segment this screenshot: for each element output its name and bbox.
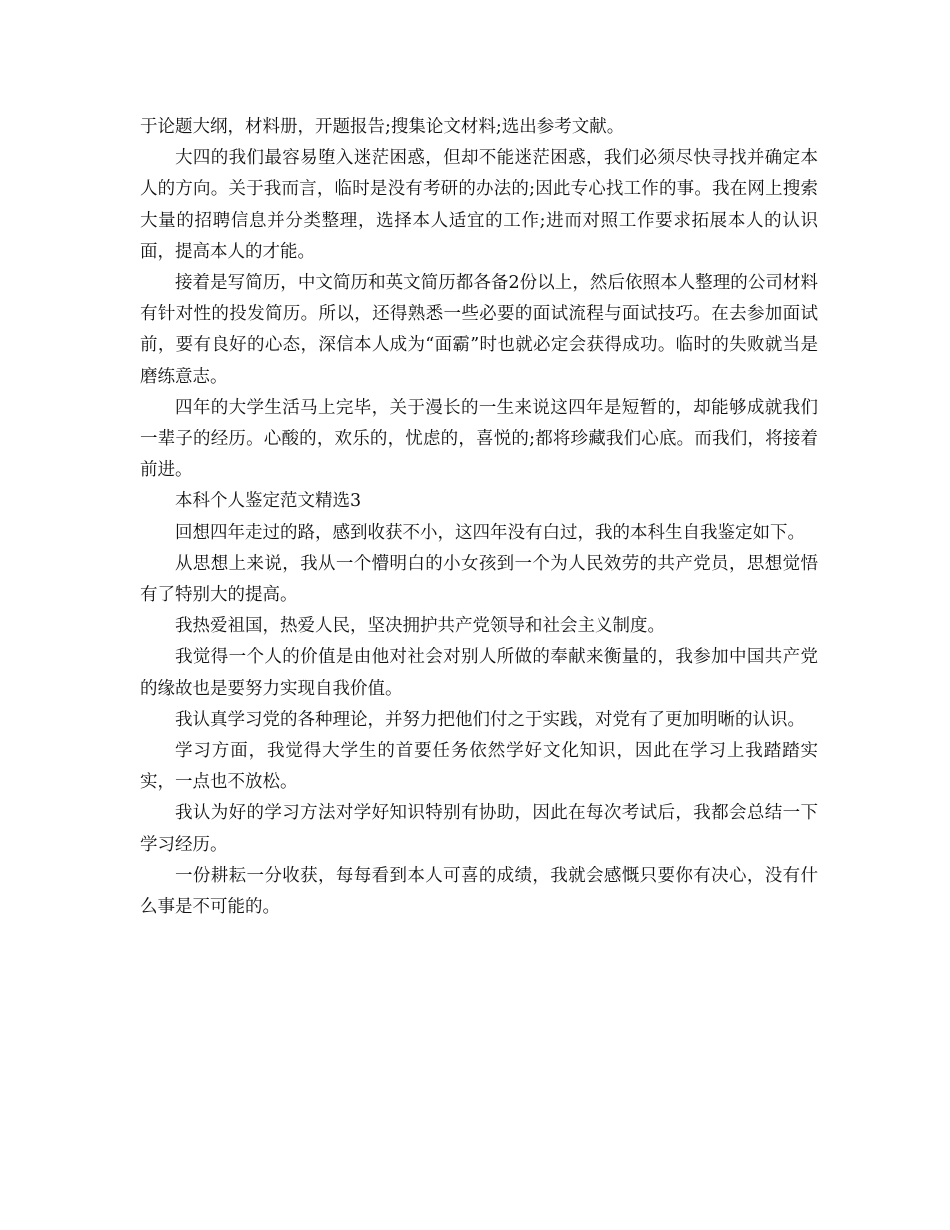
paragraph: 四年的大学生活马上完毕，关于漫长的一生来说这四年是短暂的，却能够成就我们一辈子的经历。心酸的，欢乐的，忧虑的，喜悦的;都将珍藏我们心底。而我们，将接着前进。 bbox=[140, 397, 818, 481]
paragraph: 我热爱祖国，热爱人民，坚决拥护共产党领导和社会主义制度。 bbox=[175, 616, 665, 637]
paragraph: 我认为好的学习方法对学好知识特别有协助，因此在每次考试后，我都会总结一下学习经历。 bbox=[140, 803, 818, 855]
section-heading: 本科个人鉴定范文精选3 bbox=[175, 491, 362, 512]
paragraph: 我觉得一个人的价值是由他对社会对别人所做的奉献来衡量的，我参加中国共产党的缘故也是要努力实现自我价值。 bbox=[140, 647, 818, 699]
paragraph: 我认真学习党的各种理论，并努力把他们付之于实践，对党有了更加明晰的认识。 bbox=[175, 709, 805, 730]
paragraph: 回想四年走过的路，感到收获不小，这四年没有白过，我的本科生自我鉴定如下。 bbox=[175, 522, 805, 543]
paragraph: 大四的我们最容易堕入迷茫困惑，但却不能迷茫困惑，我们必须尽快寻找并确定本人的方向。关于我而言，临时是没有考研的办法的;因此专心找工作的事。我在网上搜索大量的招聘信息并分类整理，选择本人适宜的工作;进而对照工作要求拓展本人的认识面，提高本人的才能。 bbox=[140, 148, 818, 262]
paragraph: 从思想上来说，我从一个懵明白的小女孩到一个为人民效劳的共产党员，思想觉悟有了特别大的提高。 bbox=[140, 553, 818, 606]
paragraph: 一份耕耘一分收获，每每看到本人可喜的成绩，我就会感慨只要你有决心，没有什么事是不可能的。 bbox=[140, 865, 818, 918]
paragraph: 接着是写简历，中文简历和英文简历都各备2份以上，然后依照本人整理的公司材料有针对性的投发简历。所以，还得熟悉一些必要的面试流程与面试技巧。在去参加面试前，要有良好的心态，深信本人成为“面霸”时也就必定会获得成功。临时的失败就当是磨练意志。 bbox=[140, 273, 818, 387]
paragraph: 于论题大纲，材料册，开题报告;搜集论文材料;选出参考文献。 bbox=[140, 117, 625, 137]
paragraph: 学习方面，我觉得大学生的首要任务依然学好文化知识，因此在学习上我踏踏实实，一点也不放松。 bbox=[140, 741, 818, 793]
document-body bbox=[140, 112, 818, 923]
